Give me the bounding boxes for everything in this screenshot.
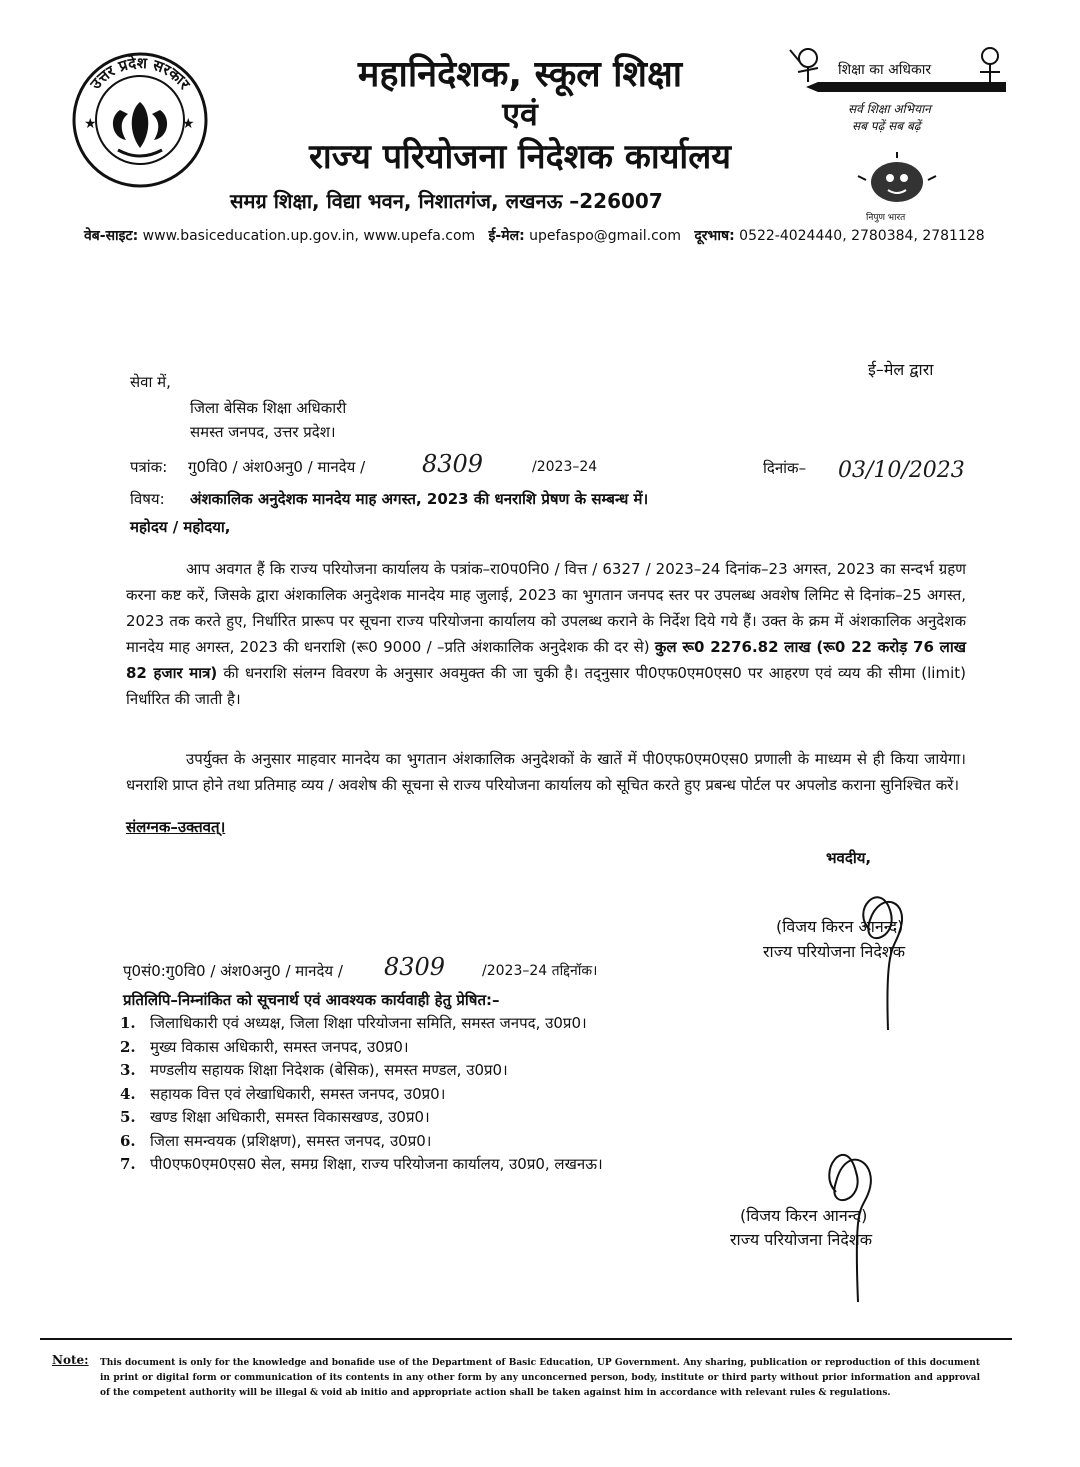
body-paragraph-1 <box>126 556 966 712</box>
body-paragraph-2: उपर्युक्त के अनुसार माहवार मानदेय का भुगतान अंशकालिक अनुदेशकों के खातें में पी0एफ0एम0एस0 प्रणाली के माध्यम से ही किया जायेगा। धनराशि प्राप्त होने तथा प्रतिमाह व्यय / अवशेष की सूचना से राज्य परियोजना कार्यालय को सूचित करते हुए प्रबन्ध पोर्टल पर अपलोड कराना सुनिश्चित करें। <box>126 750 966 794</box>
nipun-bharat-logo <box>852 150 942 210</box>
email-label: ई-मेल: <box>488 228 525 244</box>
copy-signatory-name: (विजय किरन आनन्द) <box>740 1206 868 1225</box>
list-item: 4. सहायक वित्त एवं लेखाधिकारी, समस्त जनपद, उ0प्र0। <box>120 1084 446 1103</box>
svg-text:★: ★ <box>182 116 195 132</box>
delivery-mode: ई–मेल द्वारा <box>868 360 934 379</box>
enclosure-note: संलग्नक–उक्तवत्। <box>126 818 226 836</box>
reference-year: /2023–24 <box>532 459 598 475</box>
greeting: महोदय / महोदया, <box>130 518 231 536</box>
header-title-line1: महानिदेशक, स्कूल शिक्षा <box>357 54 683 95</box>
ssa-text-line1: सर्व शिक्षा अभियान <box>848 102 931 116</box>
nipun-logo-text: निपुण भारत <box>866 213 906 223</box>
list-item: 3. मण्डलीय सहायक शिक्षा निदेशक (बेसिक), समस्त मण्डल, उ0प्र0। <box>120 1061 508 1079</box>
para1-amount-bold: कुल रू0 2276.82 लाख (रू0 22 करोड़ 76 लाख 82 हजार मात्र) <box>126 638 966 682</box>
addressee-line1: जिला बेसिक शिक्षा अधिकारी <box>190 399 347 417</box>
phone-numbers: 0522-4024440, 2780384, 2781128 <box>739 228 985 244</box>
copy-reference-suffix: /2023–24 तद्दिनॉक। <box>482 963 598 979</box>
date-label: दिनांक– <box>763 459 807 477</box>
header-contact-line <box>84 226 985 245</box>
para1-text-a: आप अवगत हैं कि राज्य परियोजना कार्यालय के पत्रांक–रा0प0नि0 / वित्त / 6327 / 2023–24 दिनांक–23 अगस्त, 2023 का सन्दर्भ ग्रहण करना कष्ट करें, जिसके द्वारा अंशकालिक अनुदेशक मानदेय माह जुलाई, 2023 का भुगतान जनपद स्तर पर उपलब्ध अवशेष लिमिट से दिनांक–25 अगस्त, 2023 तक करते हुए, निर्धारित प्रारूप पर सूचना राज्य परियोजना कार्यालय को उपलब्ध कराने के निर्देश दिये गये हैं। उक्त के क्रम में अंशकालिक अनुदेशक मानदेय माह अगस्त, 2023 की धनराशि (रू0 9000 / –प्रति अंशकालिक अनुदेशक की दर से) <box>126 560 966 656</box>
list-item: 6. जिला समन्वयक (प्रशिक्षण), समस्त जनपद, उ0प्र0। <box>120 1131 432 1150</box>
signatory-designation: राज्य परियोजना निदेशक <box>763 942 906 961</box>
para1-text-b: की धनराशि संलग्न विवरण के अनुसार अवमुक्त की जा चुकी है। तद्नुसार पी0एफ0एम0एस0 पर आहरण एवं व्यय की सीमा (limit) निर्धारित की जाती है। <box>126 664 966 708</box>
subject-label: विषय: <box>130 490 165 508</box>
rte-logo-text: शिक्षा का अधिकार <box>838 62 932 78</box>
header-title-line2: एवं <box>502 95 538 133</box>
reference-prefix: गु0वि0 / अंश0अनु0 / मानदेय / <box>188 458 366 476</box>
date-value-handwritten: 03/10/2023 <box>838 458 965 483</box>
reference-label: पत्रांक: <box>130 458 168 476</box>
copy-heading: प्रतिलिपि–निम्नांकित को सूचनार्थ एवं आवश्यक कार्यवाही हेतु प्रेषित:– <box>123 991 500 1009</box>
ssa-text-line2: सब पढ़ें सब बढ़ें <box>852 119 921 133</box>
closing: भवदीय, <box>826 849 872 867</box>
phone-label: दूरभाष: <box>694 228 735 244</box>
header-address: समग्र शिक्षा, विद्या भवन, निशातगंज, लखनऊ –226007 <box>230 189 663 213</box>
copy-recipient-list <box>120 1013 603 1178</box>
salutation-to: सेवा में, <box>130 373 171 391</box>
footer-divider <box>40 1338 1012 1340</box>
reference-number-handwritten: 8309 <box>422 450 484 478</box>
svg-text:★: ★ <box>84 116 97 132</box>
copy-reference-number-handwritten: 8309 <box>384 953 446 981</box>
footer-note-label: Note: <box>52 1353 89 1367</box>
list-item: 7. पी0एफ0एम0एस0 सेल, समग्र शिक्षा, राज्य परियोजना कार्यालय, उ0प्र0, लखनऊ। <box>120 1155 603 1173</box>
website-link[interactable]: www.basiceducation.up.gov.in, www.upefa.com <box>142 228 476 244</box>
list-item: 1. जिलाधिकारी एवं अध्यक्ष, जिला शिक्षा परियोजना समिति, समस्त जनपद, उ0प्र0। <box>120 1014 587 1032</box>
subject-text: अंशकालिक अनुदेशक मानदेय माह अगस्त, 2023 की धनराशि प्रेषण के सम्बन्ध में। <box>190 490 649 508</box>
list-item: 5. खण्ड शिक्षा अधिकारी, समस्त विकासखण्ड, उ0प्र0। <box>120 1108 430 1126</box>
copy-reference-prefix: पृ0सं0:गु0वि0 / अंश0अनु0 / मानदेय / <box>123 962 343 980</box>
copy-signatory-designation: राज्य परियोजना निदेशक <box>730 1230 873 1249</box>
email-link[interactable]: upefaspo@gmail.com <box>529 228 682 244</box>
seal-text: उत्तर प्रदेश सरकार <box>86 53 194 93</box>
website-label: वेब-साइट: <box>84 228 139 244</box>
signatory-name: (विजय किरन आनन्द) <box>776 917 904 936</box>
footer-note-text: This document is only for the knowledge and bonafide use of the Department of Basic Education, UP Government. Any sharing, publication or reproduction of this document in print or digital form or communication of its contents in any other form by any unconcerned person, body, institute or third party without prior information and approval of the competent authority will be illegal & void ab initio and appropriate action shall be taken against him in accordance with relevant rules & regulations. <box>100 1358 980 1398</box>
addressee-line2: समस्त जनपद, उत्तर प्रदेश। <box>190 423 336 441</box>
list-item: 2. मुख्य विकास अधिकारी, समस्त जनपद, उ0प्र0। <box>120 1037 409 1056</box>
header-title-line3: राज्य परियोजना निदेशक कार्यालय <box>308 137 732 177</box>
